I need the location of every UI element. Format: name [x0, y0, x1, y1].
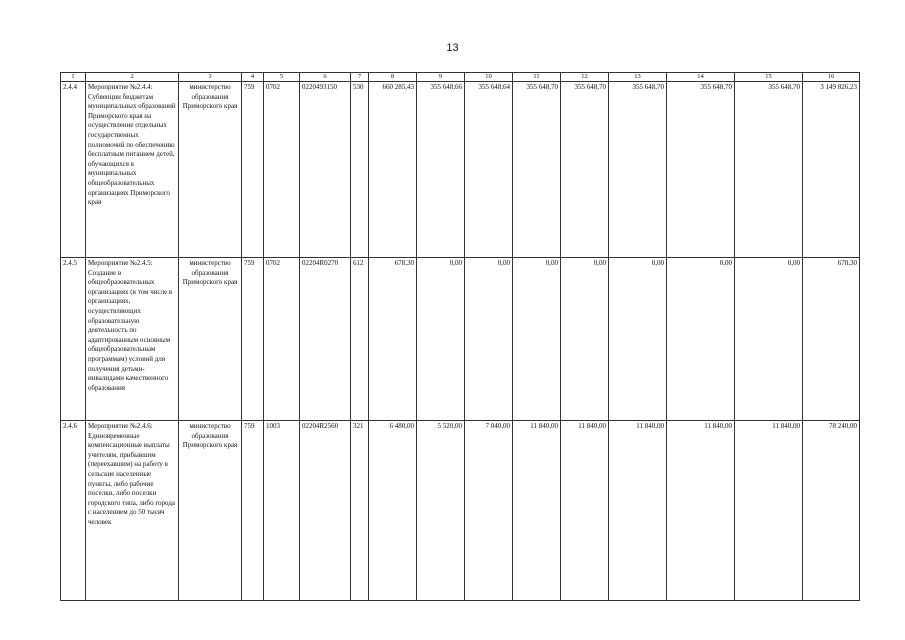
row-value: 11 840,00 [513, 421, 561, 601]
row-value: 0,00 [667, 258, 735, 421]
table-row [61, 82, 860, 258]
row-executor: министерство образования Приморского края [179, 421, 242, 601]
row-value: 355 648,70 [561, 82, 609, 258]
row-value: 0,00 [735, 258, 803, 421]
column-header: 10 [465, 73, 513, 82]
column-header: 2 [86, 73, 179, 82]
row-value: 0,00 [417, 258, 465, 421]
row-value: 355 648,66 [417, 82, 465, 258]
column-header: 14 [667, 73, 735, 82]
row-value: 0,00 [513, 258, 561, 421]
row-target: 02204R0270 [300, 258, 351, 421]
row-total: 78 240,00 [803, 421, 860, 601]
row-executor: министерство образования Приморского края [179, 82, 242, 258]
row-type: 612 [351, 258, 369, 421]
column-header: 6 [300, 73, 351, 82]
column-header: 12 [561, 73, 609, 82]
row-value: 0,00 [609, 258, 667, 421]
row-section: 0702 [264, 258, 300, 421]
row-grbs: 759 [242, 421, 264, 601]
row-code: 2.4.6 [61, 421, 86, 601]
column-header: 5 [264, 73, 300, 82]
column-header: 16 [803, 73, 860, 82]
column-header: 8 [369, 73, 417, 82]
column-header: 4 [242, 73, 264, 82]
row-value: 678,30 [369, 258, 417, 421]
row-value: 6 480,00 [369, 421, 417, 601]
row-value: 0,00 [561, 258, 609, 421]
row-name: Мероприятие №2.4.6: Единовременные компенсационные выплаты учителям, прибывшим (переехавшим) на работу в сельские населенные пункты, либо рабочие поселки, либо поселки городского типа, либо города с населением до 50 тысяч человек [86, 421, 179, 601]
row-target: 0220493150 [300, 82, 351, 258]
column-header: 11 [513, 73, 561, 82]
row-value: 355 648,70 [667, 82, 735, 258]
table-row [61, 258, 860, 421]
budget-table [60, 72, 860, 601]
row-value: 11 840,00 [609, 421, 667, 601]
row-type: 321 [351, 421, 369, 601]
column-header: 7 [351, 73, 369, 82]
row-code: 2.4.5 [61, 258, 86, 421]
row-section: 0702 [264, 82, 300, 258]
row-value: 7 040,00 [465, 421, 513, 601]
column-header: 13 [609, 73, 667, 82]
column-header: 15 [735, 73, 803, 82]
row-executor: министерство образования Приморского края [179, 258, 242, 421]
row-value: 11 840,00 [561, 421, 609, 601]
row-value: 11 840,00 [667, 421, 735, 601]
row-value: 355 648,64 [465, 82, 513, 258]
row-type: 530 [351, 82, 369, 258]
row-name: Мероприятие №2.4.5: Создание в общеобразовательных организациях (в том числе в организациях, осуществляющих образовательную деятельность по адаптированным основным общеобразовательным программам) условий для получения детьми-инвалидами качественного образования [86, 258, 179, 421]
column-header: 3 [179, 73, 242, 82]
column-header: 1 [61, 73, 86, 82]
row-value: 0,00 [465, 258, 513, 421]
row-name: Мероприятие №2.4.4: Субвенции бюджетам муниципальных образований Приморского края на осуществление отдельных государственных полномочий по обеспечению бесплатным питанием детей, обучающихся в муниципальных общеобразовательных организациях Приморского края [86, 82, 179, 258]
row-total: 3 149 826,23 [803, 82, 860, 258]
row-value: 660 285,43 [369, 82, 417, 258]
row-grbs: 759 [242, 82, 264, 258]
row-section: 1003 [264, 421, 300, 601]
row-value: 5 520,00 [417, 421, 465, 601]
table-row [61, 421, 860, 601]
column-header: 9 [417, 73, 465, 82]
row-value: 355 648,70 [513, 82, 561, 258]
row-grbs: 759 [242, 258, 264, 421]
row-total: 678,30 [803, 258, 860, 421]
row-value: 355 648,70 [735, 82, 803, 258]
row-value: 11 840,00 [735, 421, 803, 601]
table-header-row [61, 73, 860, 82]
row-code: 2.4.4 [61, 82, 86, 258]
row-value: 355 648,70 [609, 82, 667, 258]
page-number: 13 [446, 42, 459, 54]
row-target: 02204R2560 [300, 421, 351, 601]
